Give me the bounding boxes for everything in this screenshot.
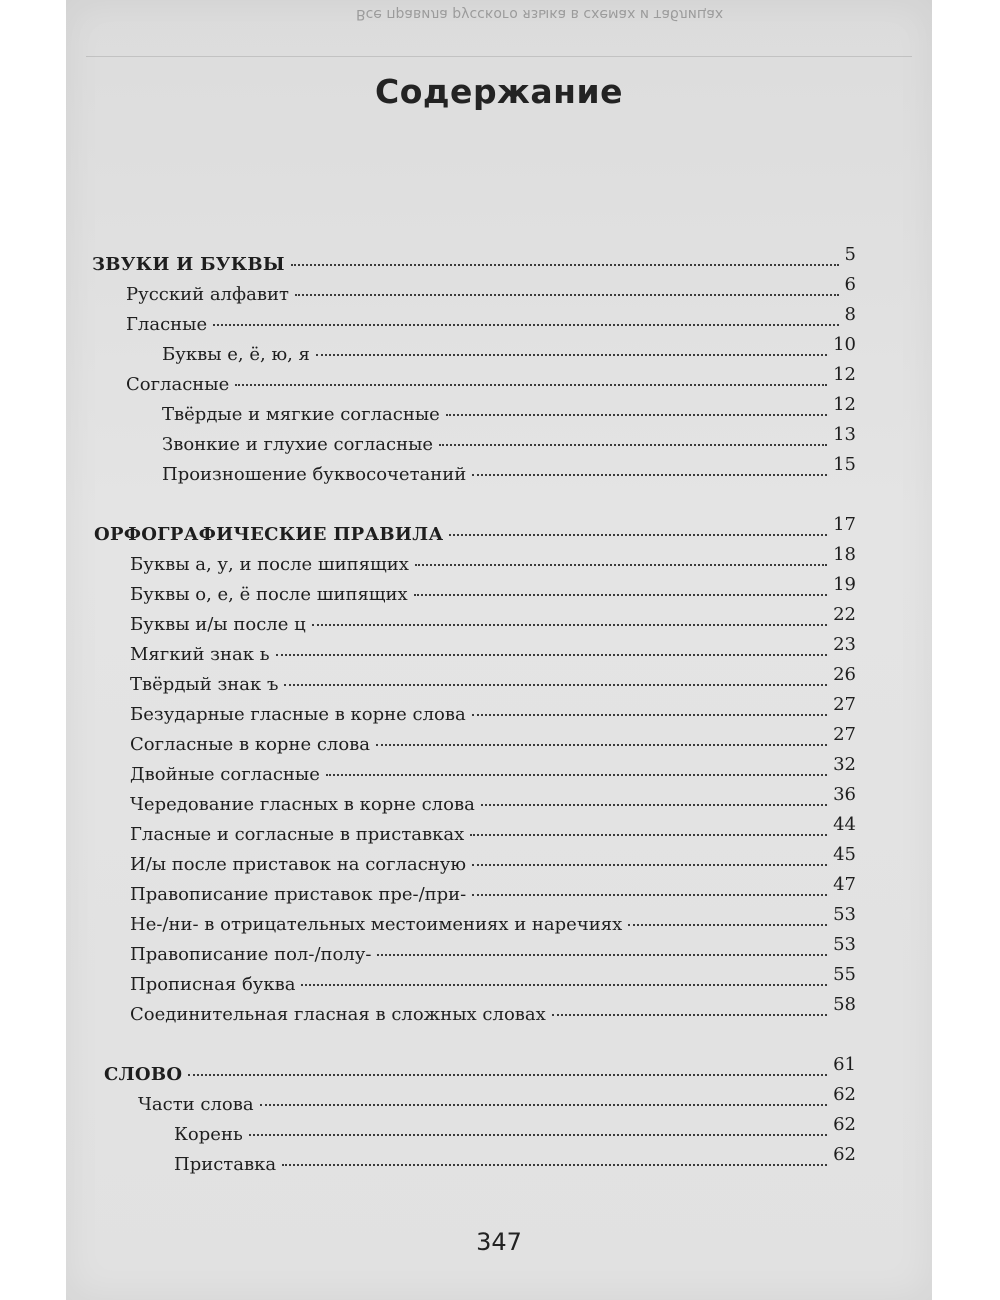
toc-entry-page: 44 — [833, 814, 856, 835]
dot-leader — [295, 294, 839, 296]
toc-entry-page: 12 — [833, 364, 856, 385]
toc-entry-row — [162, 454, 856, 492]
toc-entry-row — [130, 574, 856, 612]
toc-entry-label: И/ы после приставок на согласную — [130, 854, 467, 875]
dot-leader — [470, 834, 827, 836]
toc-entry-label: Буквы о, е, ё после шипящих — [130, 584, 408, 605]
toc-entry-label: СЛОВО — [104, 1064, 183, 1085]
toc-entry-page: 23 — [833, 634, 856, 655]
toc-entry-row — [130, 694, 856, 732]
toc-entry-label: ЗВУКИ И БУКВЫ — [92, 254, 285, 275]
dot-leader — [414, 594, 827, 596]
toc-entry-row — [130, 754, 856, 792]
toc-entry-page: 55 — [833, 964, 856, 985]
toc-entry-label: Звонкие и глухие согласные — [162, 434, 434, 455]
toc-section-row — [94, 514, 856, 552]
dot-leader — [301, 984, 827, 986]
toc-section-row — [92, 244, 856, 282]
toc-entry-label: Двойные согласные — [130, 764, 320, 785]
toc-entry-row — [130, 784, 856, 822]
dot-leader — [481, 804, 827, 806]
dot-leader — [472, 894, 827, 896]
toc-entry-page: 53 — [833, 934, 856, 955]
toc-entry-page: 26 — [833, 664, 856, 685]
toc-entry-label: Приставка — [174, 1154, 277, 1175]
toc-entry-label: Мягкий знак ь — [130, 644, 270, 665]
running-head: Все правила русского языка в схемах и таблицах — [356, 6, 724, 22]
toc-entry-row — [130, 724, 856, 762]
table-of-contents — [66, 0, 932, 1300]
toc-entry-label: ОРФОГРАФИЧЕСКИЕ ПРАВИЛА — [94, 524, 444, 545]
toc-entry-page: 6 — [844, 274, 856, 295]
toc-section-row — [104, 1054, 856, 1092]
toc-entry-row — [126, 274, 856, 312]
toc-entry-label: Правописание приставок пре-/при- — [130, 884, 467, 905]
toc-entry-label: Гласные и согласные в приставках — [130, 824, 465, 845]
toc-entry-label: Прописная буква — [130, 974, 296, 995]
dot-leader — [213, 324, 838, 326]
toc-entry-label: Твёрдые и мягкие согласные — [162, 404, 440, 425]
toc-entry-label: Согласные в корне слова — [130, 734, 371, 755]
dot-leader — [276, 654, 828, 656]
dot-leader — [282, 1164, 827, 1166]
dot-leader — [446, 414, 827, 416]
toc-entry-label: Буквы е, ё, ю, я — [162, 344, 310, 365]
toc-entry-page: 27 — [833, 724, 856, 745]
dot-leader — [439, 444, 827, 446]
toc-entry-page: 61 — [833, 1054, 856, 1075]
page-number: 347 — [476, 1228, 522, 1256]
toc-entry-row — [130, 814, 856, 852]
toc-entry-page: 8 — [844, 304, 856, 325]
toc-entry-label: Не-/ни- в отрицательных местоимениях и наречиях — [130, 914, 623, 935]
dot-leader — [552, 1014, 827, 1016]
dot-leader — [284, 684, 827, 686]
toc-entry-row — [130, 844, 856, 882]
toc-entry-row — [162, 334, 856, 372]
toc-entry-page: 53 — [833, 904, 856, 925]
dot-leader — [472, 474, 827, 476]
toc-entry-label: Гласные — [126, 314, 208, 335]
dot-leader — [260, 1104, 827, 1106]
toc-entry-row — [138, 1084, 856, 1122]
dot-leader — [415, 564, 827, 566]
toc-entry-label: Согласные — [126, 374, 230, 395]
toc-entry-page: 17 — [833, 514, 856, 535]
dot-leader — [472, 864, 827, 866]
toc-entry-label: Произношение буквосочетаний — [162, 464, 467, 485]
dot-leader — [377, 954, 827, 956]
toc-entry-page: 36 — [833, 784, 856, 805]
toc-entry-page: 62 — [833, 1144, 856, 1165]
dot-leader — [188, 1074, 827, 1076]
toc-entry-row — [130, 964, 856, 1002]
toc-entry-row — [126, 304, 856, 342]
toc-entry-page: 62 — [833, 1084, 856, 1105]
dot-leader — [312, 624, 827, 626]
dot-leader — [376, 744, 827, 746]
toc-entry-row — [130, 544, 856, 582]
toc-entry-row — [130, 934, 856, 972]
toc-entry-row — [130, 904, 856, 942]
toc-entry-page: 47 — [833, 874, 856, 895]
toc-entry-row — [130, 604, 856, 642]
toc-entry-page: 5 — [844, 244, 856, 265]
toc-entry-label: Буквы а, у, и после шипящих — [130, 554, 409, 575]
toc-entry-row — [130, 634, 856, 672]
toc-entry-row — [174, 1114, 856, 1152]
dot-leader — [235, 384, 827, 386]
toc-entry-row — [162, 394, 856, 432]
toc-entry-label: Соединительная гласная в сложных словах — [130, 1004, 546, 1025]
book-page — [66, 0, 932, 1300]
toc-entry-page: 10 — [833, 334, 856, 355]
toc-entry-page: 13 — [833, 424, 856, 445]
dot-leader — [249, 1134, 827, 1136]
dot-leader — [472, 714, 827, 716]
toc-entry-row — [162, 424, 856, 462]
toc-entry-page: 18 — [833, 544, 856, 565]
toc-entry-label: Корень — [174, 1124, 243, 1145]
toc-entry-label: Чередование гласных в корне слова — [130, 794, 475, 815]
toc-entry-row — [130, 874, 856, 912]
dot-leader — [316, 354, 827, 356]
dot-leader — [326, 774, 827, 776]
page-title: Содержание — [375, 72, 623, 111]
toc-entry-page: 15 — [833, 454, 856, 475]
toc-entry-page: 22 — [833, 604, 856, 625]
toc-entry-page: 19 — [833, 574, 856, 595]
toc-entry-page: 12 — [833, 394, 856, 415]
toc-entry-label: Правописание пол-/полу- — [130, 944, 372, 965]
toc-entry-page: 62 — [833, 1114, 856, 1135]
toc-entry-label: Буквы и/ы после ц — [130, 614, 306, 635]
toc-entry-page: 45 — [833, 844, 856, 865]
toc-entry-row — [174, 1144, 856, 1182]
dot-leader — [628, 924, 827, 926]
dot-leader — [291, 264, 839, 266]
toc-entry-row — [130, 664, 856, 702]
dot-leader — [449, 534, 827, 536]
toc-entry-label: Части слова — [138, 1094, 254, 1115]
toc-entry-label: Твёрдый знак ъ — [130, 674, 279, 695]
toc-entry-label: Безударные гласные в корне слова — [130, 704, 466, 725]
toc-entry-row — [130, 994, 856, 1032]
toc-entry-row — [126, 364, 856, 402]
toc-entry-page: 32 — [833, 754, 856, 775]
toc-entry-label: Русский алфавит — [126, 284, 289, 305]
toc-entry-page: 58 — [833, 994, 856, 1015]
toc-entry-page: 27 — [833, 694, 856, 715]
